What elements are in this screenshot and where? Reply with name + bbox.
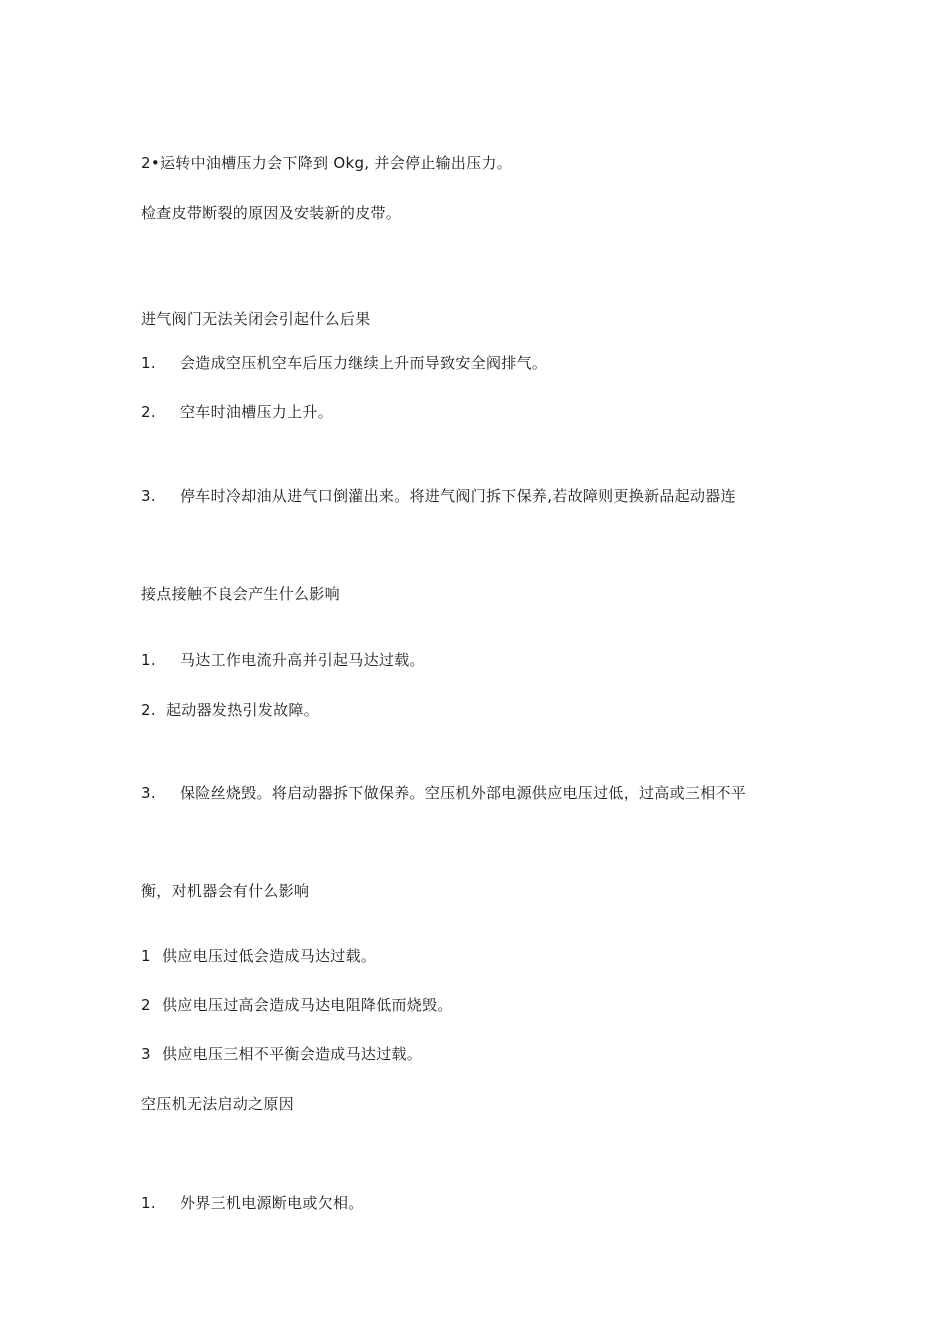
list-item <box>141 1193 364 1213</box>
list-text: 供应电压三相不平衡会造成马达过载。 <box>162 1045 423 1063</box>
heading-contact <box>141 584 340 604</box>
list-number: 1 <box>141 947 151 965</box>
paragraph-text: 2•运转中油槽压力会下降到 Okg, 并会停止输出压力。 <box>141 154 513 172</box>
list-number: 3 <box>141 1045 151 1063</box>
list-text: 起动器发热引发故障。 <box>166 701 320 719</box>
heading-text: 接点接触不良会产生什么影响 <box>141 585 340 603</box>
list-text: 空车时油槽压力上升。 <box>180 403 334 421</box>
heading-cannot-start <box>141 1094 294 1114</box>
list-number: 2 <box>141 996 151 1014</box>
list-text: 供应电压过低会造成马达过载。 <box>162 947 377 965</box>
list-number: 3. <box>141 784 156 802</box>
list-text: 会造成空压机空车后压力继续上升而导致安全阀排气。 <box>180 354 548 372</box>
list-text: 马达工作电流升高并引起马达过载。 <box>180 651 425 669</box>
list-item <box>141 700 319 720</box>
paragraph-continuation <box>141 881 309 901</box>
heading-text: 进气阀门无法关闭会引起什么后果 <box>141 310 371 328</box>
list-text: 保险丝烧毁。将启动器拆下做保养。空压机外部电源供应电压过低，过高或三相不平 <box>180 784 747 802</box>
list-item <box>141 1044 422 1064</box>
list-number: 3. <box>141 487 156 505</box>
list-item <box>141 486 736 506</box>
list-item <box>141 353 547 373</box>
list-number: 1. <box>141 1194 156 1212</box>
list-item <box>141 946 376 966</box>
heading-intake-valve <box>141 309 371 329</box>
paragraph-text: 检查皮带断裂的原因及安装新的皮带。 <box>141 204 402 222</box>
heading-text: 空压机无法启动之原因 <box>141 1095 295 1113</box>
list-item <box>141 402 333 422</box>
list-text: 外界三机电源断电或欠相。 <box>180 1194 364 1212</box>
list-item <box>141 650 425 670</box>
list-number: 2. <box>141 403 156 421</box>
paragraph-oil-tank-pressure <box>141 153 512 173</box>
list-number: 2. <box>141 701 156 719</box>
list-number: 1. <box>141 651 156 669</box>
paragraph-text: 衡，对机器会有什么影响 <box>141 882 310 900</box>
paragraph-check-belt <box>141 203 401 223</box>
list-number: 1. <box>141 354 156 372</box>
list-item <box>141 783 746 803</box>
list-text: 供应电压过高会造成马达电阻降低而烧毁。 <box>162 996 453 1014</box>
list-item <box>141 995 453 1015</box>
list-text: 停车时冷却油从进气口倒灌出来。将进气阀门拆下保养,若故障则更换新品起动器连 <box>180 487 736 505</box>
